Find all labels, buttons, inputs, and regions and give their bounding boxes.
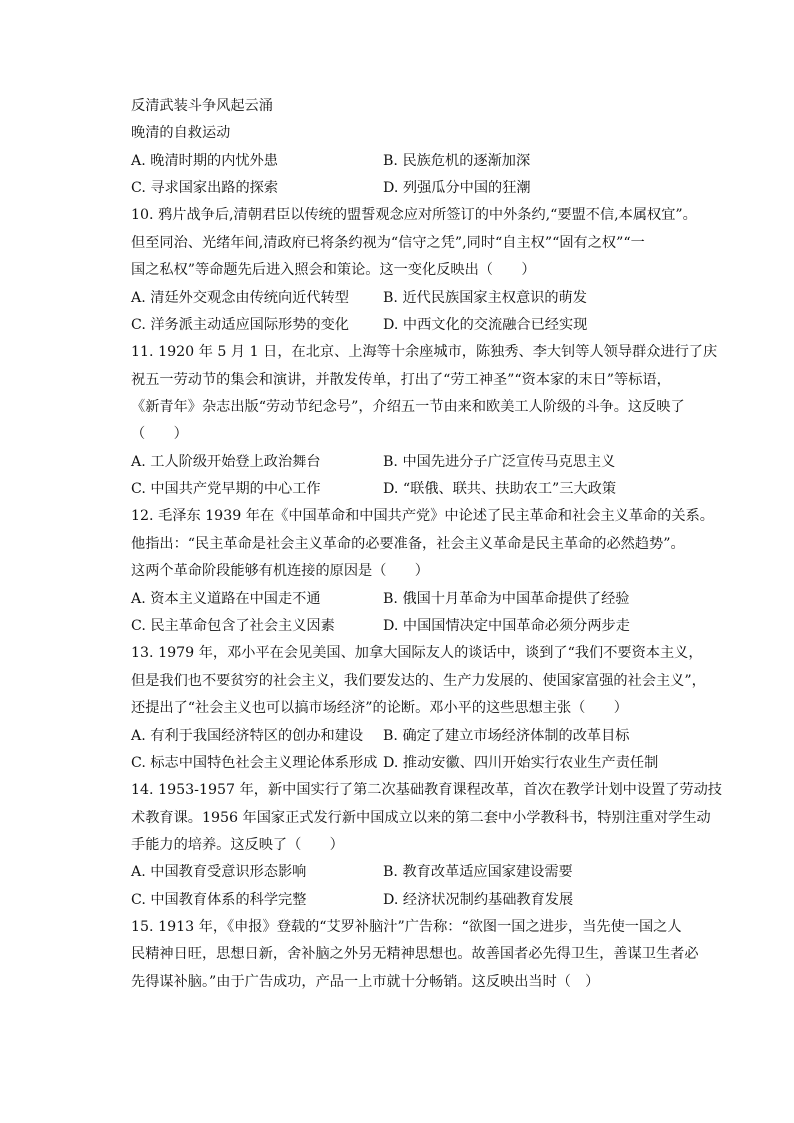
q14-option-b: B. 教育改革适应国家建设需要 [383, 864, 573, 880]
q15-stem-line-3: 先得谋补脑。”由于广告成功，产品一上市就十分畅销。这反映出当时（ ） [131, 974, 600, 990]
q14-option-c: C. 中国教育体系的科学完整 [131, 892, 307, 908]
q11-option-b: B. 中国先进分子广泛宣传马克思主义 [383, 454, 616, 470]
q11-option-c: C. 中国共产党早期的中心工作 [131, 481, 321, 497]
q9-option-d: D. 列强瓜分中国的狂潮 [383, 180, 531, 196]
q12-stem-line-3: 这两个革命阶段能够有机连接的原因是（ ） [131, 563, 429, 579]
q10-option-b: B. 近代民族国家主权意识的萌发 [383, 290, 587, 306]
q13-stem-line-2: 但是我们也不要贫穷的社会主义，我们要发达的、生产力发展的、使国家富强的社会主义”， [131, 673, 706, 689]
q10-stem-line-1: 10. 鸦片战争后,清朝君臣以传统的盟誓观念应对所签订的中外条约,“要盟不信,本属权宜”。 [131, 207, 697, 223]
q14-option-d: D. 经济状况制约基础教育发展 [383, 892, 574, 908]
q12-option-c: C. 民主革命包含了社会主义因素 [131, 618, 335, 634]
q14-stem-line-2: 术教育课。1956 年国家正式发行新中国成立以来的第二套中小学教科书，特别注重对学生动 [131, 810, 711, 826]
q11-option-a: A. 工人阶级开始登上政治舞台 [131, 454, 321, 470]
q15-stem-line-1: 15. 1913 年，《申报》登载的“艾罗补脑汁”广告称：“欲图一国之进步，当先使一国之人 [131, 919, 682, 935]
intro-line-2: 晚清的自救运动 [131, 125, 231, 141]
q12-option-a: A. 资本主义道路在中国走不通 [131, 591, 321, 607]
q9-option-c: C. 寻求国家出路的探索 [131, 180, 279, 196]
q13-option-b: B. 确定了建立市场经济体制的改革目标 [383, 728, 630, 744]
q11-option-d: D. “联俄、联共、扶助农工”三大政策 [383, 481, 617, 497]
q11-stem-line-1: 11. 1920 年 5 月 1 日，在北京、上海等十余座城市，陈独秀、李大钊等人领导群众进行了庆 [131, 344, 718, 360]
q12-stem-line-2: 他指出：“民主革命是社会主义革命的必要准备，社会主义革命是民主革命的必然趋势”。 [131, 536, 685, 552]
q14-stem-line-3: 手能力的培养。这反映了（ ） [131, 837, 344, 853]
q10-option-a: A. 清廷外交观念由传统向近代转型 [131, 290, 349, 306]
q10-option-d: D. 中西文化的交流融合已经实现 [383, 317, 588, 333]
q11-stem-line-4: （ ） [131, 426, 188, 442]
q14-option-a: A. 中国教育受意识形态影响 [131, 864, 307, 880]
q13-option-d: D. 推动安徽、四川开始实行农业生产责任制 [383, 755, 659, 771]
q9-option-a: A. 晚清时期的内忧外患 [131, 153, 278, 169]
q13-option-c: C. 标志中国特色社会主义理论体系形成 [131, 755, 378, 771]
q13-option-a: A. 有利于我国经济特区的创办和建设 [131, 728, 364, 744]
q10-stem-line-3: 国之私权”等命题先后进入照会和策论。这一变化反映出（ ） [131, 262, 536, 278]
q13-stem-line-1: 13. 1979 年，邓小平在会见美国、加拿大国际友人的谈话中，谈到了“我们不要资本主义， [131, 645, 703, 661]
intro-line-1: 反清武装斗争风起云涌 [131, 98, 273, 114]
q12-option-d: D. 中国国情决定中国革命必须分两步走 [383, 618, 630, 634]
q12-option-b: B. 俄国十月革命为中国革命提供了经验 [383, 591, 630, 607]
q13-stem-line-3: 还提出了“社会主义也可以搞市场经济”的论断。邓小平的这些思想主张（ ） [131, 700, 628, 716]
q10-option-c: C. 洋务派主动适应国际形势的变化 [131, 317, 349, 333]
q14-stem-line-1: 14. 1953-1957 年，新中国实行了第二次基础教育课程改革，首次在教学计划中设置了劳动技 [131, 782, 722, 798]
q15-stem-line-2: 民精神日旺，思想日新，舍补脑之外另无精神思想也。故善国者必先得卫生，善谋卫生者必 [131, 946, 699, 962]
q10-stem-line-2: 但至同治、光绪年间,清政府已将条约视为“信守之凭”,同时“自主权”“固有之权”“一 [131, 235, 645, 251]
q11-stem-line-2: 祝五一劳动节的集会和演讲，并散发传单，打出了“劳工神圣”“资本家的末日”等标语， [131, 372, 671, 388]
q12-stem-line-1: 12. 毛泽东 1939 年在《中国革命和中国共产党》中论述了民主革命和社会主义革命的关系。 [131, 508, 714, 524]
q11-stem-line-3: 《新青年》杂志出版“劳动节纪念号”，介绍五一节由来和欧美工人阶级的斗争。这反映了 [131, 399, 685, 415]
q9-option-b: B. 民族危机的逐渐加深 [383, 153, 531, 169]
